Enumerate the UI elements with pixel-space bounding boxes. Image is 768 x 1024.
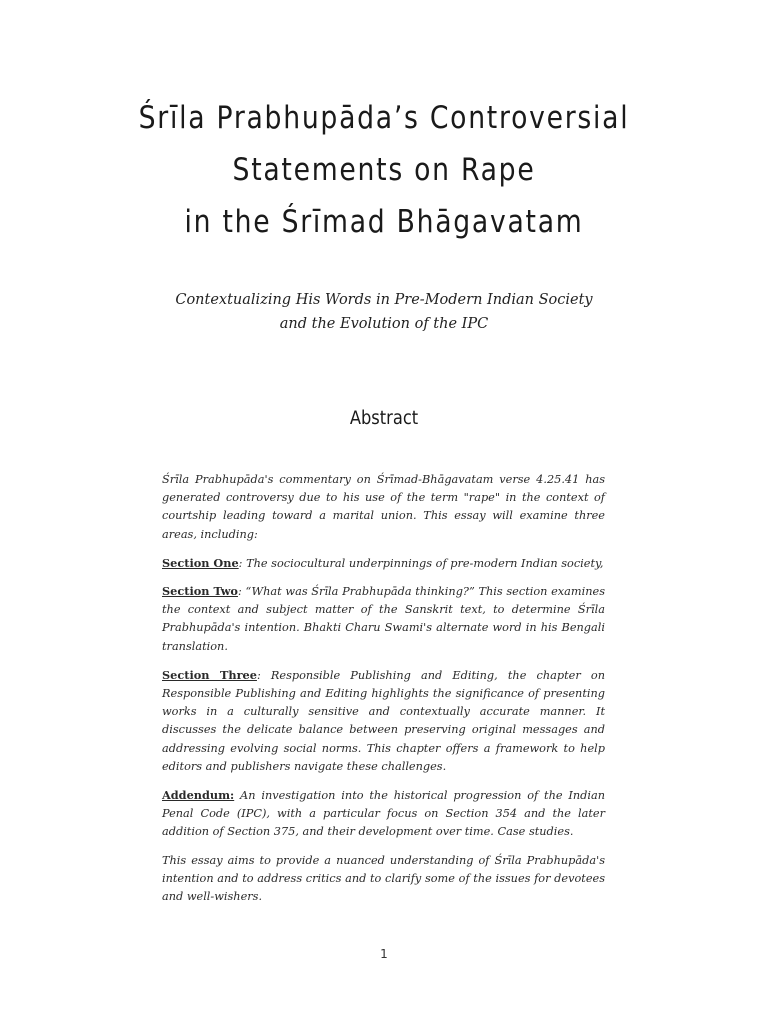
section-three-label: Section Three (162, 667, 257, 682)
addendum-text: An investigation into the historical progression of the Indian Penal Code (IPC), with a particular focus on Section 354 and the later addition of Section 375, and their development over time. Case studies. (162, 789, 605, 839)
title-line-3: in the Śrīmad Bhāgavatam (184, 204, 584, 240)
addendum-paragraph (162, 786, 605, 842)
section-one-label: Section One (162, 555, 239, 570)
document-subtitle (0, 288, 768, 336)
section-one-text: : The sociocultural underpinnings of pre-modern Indian society, (238, 556, 604, 570)
title-line-2: Statements on Rape (232, 152, 536, 188)
section-three-text: : Responsible Publishing and Editing, the chapter on Responsible Publishing and Editing highlights the significance of presenting works in a culturally sensitive and contextually accurate manner. It discusses the delicate balance between preserving original messages and addressing evolving social norms. This chapter offers a framework to help editors and publishers navigate these challenges. (162, 668, 605, 773)
abstract-closing: This essay aims to provide a nuanced understanding of Śrīla Prabhupāda's intention and to address critics and to clarify some of the issues for devotees and well-wishers. (162, 853, 605, 904)
document-title (54, 92, 714, 248)
section-two-label: Section Two (162, 584, 238, 599)
subtitle-line-1: Contextualizing His Words in Pre-Modern Indian Society (175, 292, 593, 308)
abstract-intro: Śrīla Prabhupāda's commentary on Śrīmad-Bhāgavatam verse 4.25.41 has generated controversy due to his use of the term "rape" in the context of courtship leading toward a marital union. This essay will examine three areas, including: (162, 473, 605, 541)
page-number: 1 (380, 947, 388, 961)
section-one-paragraph (162, 554, 605, 573)
addendum-label: Addendum: (162, 788, 235, 803)
section-two-text: : “What was Śrīla Prabhupāda thinking?” This section examines the context and subject matter of the Sanskrit text, to determine Śrīla Prabhupāda's intention. Bhakti Charu Swami's alternate word in his Bengali translation. (162, 585, 605, 653)
title-line-1: Śrīla Prabhupāda’s Controversial (138, 100, 630, 136)
abstract-heading: Abstract (349, 408, 419, 429)
subtitle-line-2: and the Evolution of the IPC (279, 316, 489, 332)
section-two-paragraph (162, 582, 605, 656)
abstract-body (162, 471, 605, 916)
section-three-paragraph (162, 666, 605, 776)
